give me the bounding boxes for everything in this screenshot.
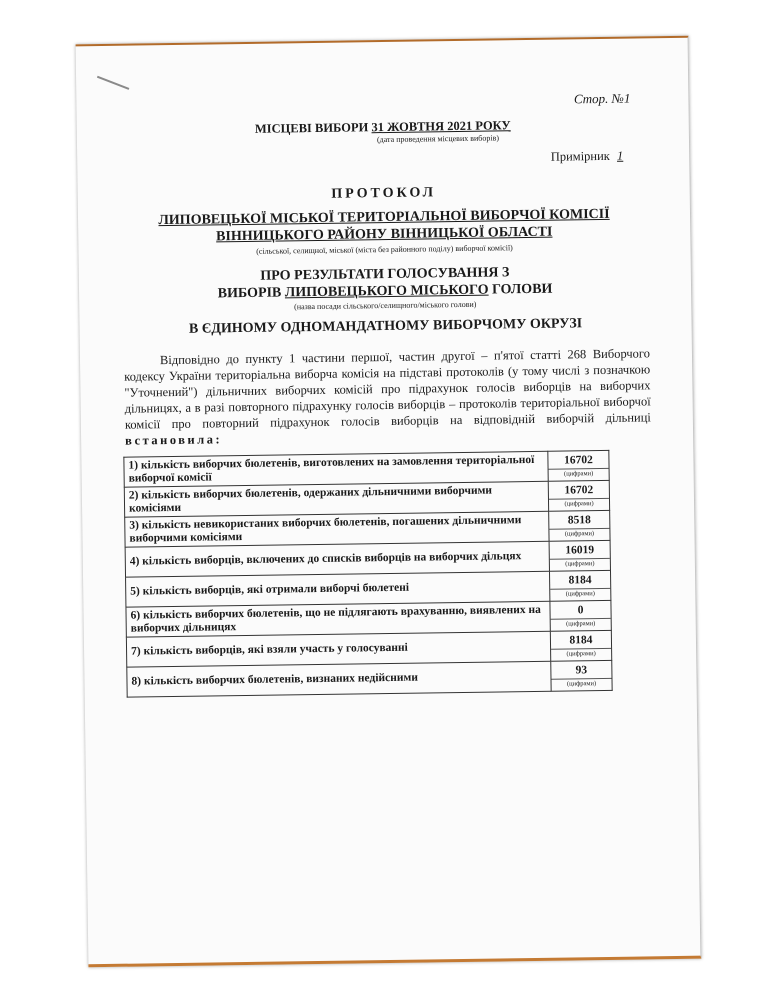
row-label: 8) кількість виборчих бюлетенів, визнаних недійсними [127,661,551,697]
copy-number [551,149,628,165]
row-label: 5) кількість виборців, які отримали виборчі бюлетені [126,571,550,607]
district-heading: В ЄДИНОМУ ОДНОМАНДАТНОМУ ВИБОРЧОМУ ОКРУЗІ [188,316,583,337]
results-note: (назва посади сільського/селищного/міського голови) [294,299,477,312]
row-value-caption: (цифрами) [551,617,611,629]
row-value: 16019 [565,543,595,557]
results-name: ЛИПОВЕЦЬКОГО МІСЬКОГО [284,282,489,301]
row-label: 6) кількість виборчих бюлетенів, що не підлягають врахуванню, виявлених на виборчих дільницях [126,601,550,637]
body-paragraph [124,345,651,448]
commission-line-2: ВІННИЦЬКОГО РАЙОНУ ВІННИЦЬКОЇ ОБЛАСТІ [216,224,553,245]
row-label: 4) кількість виборців, включених до списків виборців на виборчих дільцях [125,541,549,577]
elections-date: 31 ЖОВТНЯ 2021 РОКУ [371,118,511,135]
protocol-heading: ПРОТОКОЛ [331,185,437,202]
results-table [123,450,612,698]
staple-mark [97,76,129,90]
page-number: Стор. №1 [573,90,631,107]
commission-note: (сільської, селищної, міської (міста без районного поділу) виборчої комісії) [256,243,513,256]
row-value-cell [550,600,611,631]
elections-prefix: МІСЦЕВІ ВИБОРИ [254,120,369,136]
row-label: 1) кількість виборчих бюлетенів, виготовлених на замовлення територіальної виборчої комісії [124,451,548,487]
results-line-1: ПРО РЕЗУЛЬТАТИ ГОЛОСУВАННЯ З [260,265,510,284]
results-suffix: ГОЛОВИ [491,281,553,298]
row-value-cell [550,630,611,661]
table-row [127,660,612,697]
row-value-caption: (цифрами) [549,527,609,539]
row-value-caption: (цифрами) [549,467,609,479]
results-prefix: ВИБОРІВ [217,285,282,302]
body-paragraph-text: Відповідно до пункту 1 частини першої, частин другої – п'ятої статті 268 Виборчого кодексу України територіальна виборча комісія на підставі протоколів (у тому числі з позначкою "Уточнений") дільничних виборчих комісій про підрахунок голосів виборців на виборчих дільницях, а в разі повторного підрахунку голосів виборців – протоколів територіальної виборчої комісії про повторний підрахунок голосів виборців на відповідній виборчій дільниці [124,346,651,432]
row-value-caption: (цифрами) [551,647,611,659]
row-value: 16702 [564,483,594,497]
copy-label: Примірник [550,148,610,164]
row-value: 16702 [563,453,593,467]
decided-label: встановила: [125,432,223,448]
row-label: 3) кількість невикористаних виборчих бюлетенів, погашених дільничними виборчими комісіями [125,511,549,547]
row-value-cell [551,660,612,691]
document-page [76,36,702,967]
row-value-cell [549,510,610,541]
row-value: 8184 [569,633,593,646]
row-value-cell [548,480,609,511]
row-value-caption: (цифрами) [551,677,611,689]
row-value: 93 [575,663,588,676]
row-value-caption: (цифрами) [549,497,609,509]
row-label: 2) кількість виборчих бюлетенів, одержаних дільничними виборчими комісіями [124,481,548,517]
commission-line-1: ЛИПОВЕЦЬКОЇ МІСЬКОЇ ТЕРИТОРІАЛЬНОЇ ВИБОРЧОЇ КОМІСІЇ [158,206,610,229]
copy-number-value: 1 [616,148,624,163]
row-value-cell [548,450,609,481]
row-value-caption: (цифрами) [550,587,610,599]
row-value: 8518 [567,513,591,526]
elections-date-note: (дата проведення місцевих виборів) [376,133,500,145]
row-value-cell [549,570,610,601]
row-value-caption: (цифрами) [550,557,610,569]
row-value: 0 [577,603,584,616]
row-label: 7) кількість виборців, які взяли участь у голосуванні [126,631,550,667]
row-value-cell [549,540,610,571]
row-value: 8184 [568,573,592,586]
